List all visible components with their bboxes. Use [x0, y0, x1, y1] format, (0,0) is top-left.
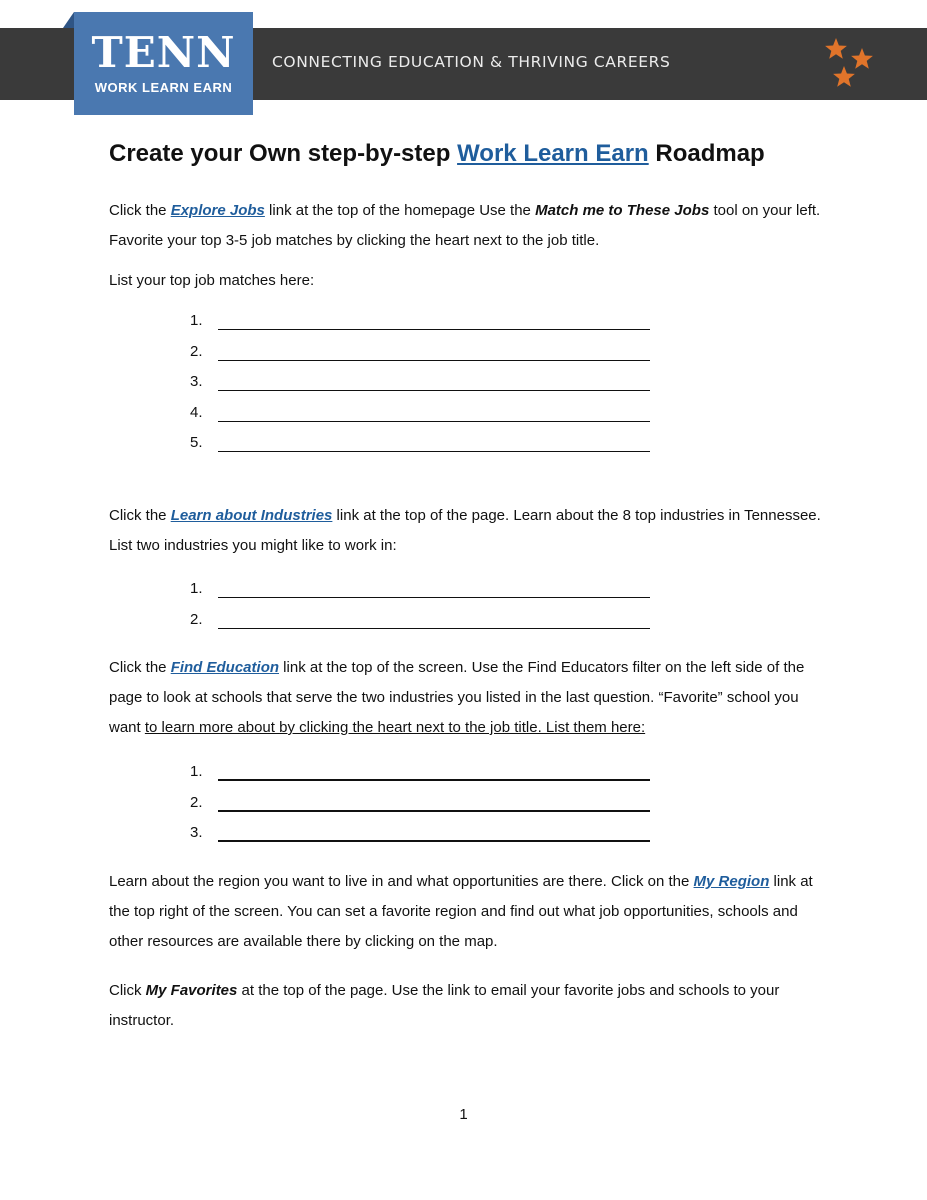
schools-list: [190, 762, 652, 854]
fill-in-line[interactable]: [218, 390, 650, 391]
list-item: [190, 372, 652, 403]
list-item: [190, 823, 652, 854]
section1-list-prompt: List your top job matches here:: [109, 272, 315, 289]
item-number: 5.: [190, 434, 203, 451]
fill-in-line[interactable]: [218, 451, 650, 452]
logo-sub-text: WORK LEARN EARN: [94, 80, 233, 95]
item-number: 1.: [190, 312, 203, 329]
item-number: 1.: [190, 763, 203, 780]
section3-text-2: link at the top of the screen. Use the Find Educators filter on the left side of the page to look at schools that serve the two industries you listed in the last question. “Favorite” school you want: [109, 659, 805, 736]
item-number: 3.: [190, 373, 203, 390]
fill-in-line[interactable]: [218, 840, 650, 842]
industries-list: [190, 579, 652, 640]
find-education-link[interactable]: Find Education: [170, 659, 280, 676]
page-number: 1: [459, 1106, 468, 1123]
section1-text-2: link at the top of the homepage Use the: [264, 202, 536, 219]
fill-in-line[interactable]: [218, 810, 650, 812]
my-region-link[interactable]: My Region: [693, 873, 770, 890]
fill-in-line[interactable]: [218, 597, 650, 598]
match-me-tool-name: Match me to These Jobs: [535, 202, 710, 219]
work-learn-earn-link[interactable]: Work Learn Earn: [457, 140, 649, 167]
section3-text-1: Click the: [109, 659, 171, 676]
logo-fold: [63, 12, 74, 28]
section5-instructions: [109, 976, 829, 1036]
header-tagline: CONNECTING EDUCATION & THRIVING CAREERS: [272, 53, 671, 71]
three-stars-icon: [824, 36, 876, 92]
section1-instructions: [109, 196, 829, 256]
explore-jobs-link[interactable]: Explore Jobs: [170, 202, 265, 219]
list-item: [190, 610, 652, 641]
page-title: [109, 140, 765, 168]
job-matches-list: [190, 311, 652, 464]
fill-in-line[interactable]: [218, 628, 650, 629]
item-number: 3.: [190, 824, 203, 841]
fill-in-line[interactable]: [218, 360, 650, 361]
star-icon: [833, 66, 855, 87]
list-item: [190, 762, 652, 793]
learn-about-industries-link[interactable]: Learn about Industries: [170, 507, 333, 524]
tenn-logo[interactable]: [74, 12, 253, 115]
section4-text-1: Learn about the region you want to live in and what opportunities are there. Click on the: [109, 873, 694, 890]
title-suffix: Roadmap: [648, 140, 765, 167]
title-prefix: Create your Own step-by-step: [109, 140, 458, 167]
item-number: 4.: [190, 403, 203, 421]
section5-text-2: at the top of the page. Use the link to email your favorite jobs and schools to your instructor.: [109, 982, 780, 1029]
section3-underlined-text: to learn more about by clicking the heart next to the job title. List them here:: [144, 719, 646, 736]
section3-instructions: [109, 653, 829, 743]
section2-instructions: [109, 501, 829, 561]
list-item: [190, 403, 652, 434]
item-number: 2.: [190, 342, 203, 360]
list-item: [190, 433, 652, 464]
list-item: [190, 793, 652, 824]
list-item: [190, 579, 652, 610]
star-icon: [825, 38, 847, 59]
section1-text-1: Click the: [109, 202, 171, 219]
item-number: 2.: [190, 610, 203, 628]
fill-in-line[interactable]: [218, 329, 650, 330]
fill-in-line[interactable]: [218, 779, 650, 781]
section4-instructions: [109, 867, 829, 957]
section5-text-1: Click: [109, 982, 146, 999]
fill-in-line[interactable]: [218, 421, 650, 422]
list-item: [190, 342, 652, 373]
section2-text-1: Click the: [109, 507, 171, 524]
item-number: 2.: [190, 793, 203, 811]
my-favorites-label: My Favorites: [145, 982, 238, 999]
section1-text-3: tool on your left. Favorite your top 3-5 job matches by clicking the heart next to the job title.: [109, 202, 821, 249]
list-item: [190, 311, 652, 342]
section2-text-2: link at the top of the page. Learn about the 8 top industries in Tennessee. List two industries you might like to work in:: [109, 507, 821, 554]
section4-text-2: link at the top right of the screen. You can set a favorite region and find out what job opportunities, schools and other resources are available there by clicking on the map.: [109, 873, 813, 950]
star-icon: [851, 48, 873, 69]
item-number: 1.: [190, 580, 203, 597]
logo-main-text: TENN: [91, 28, 236, 77]
